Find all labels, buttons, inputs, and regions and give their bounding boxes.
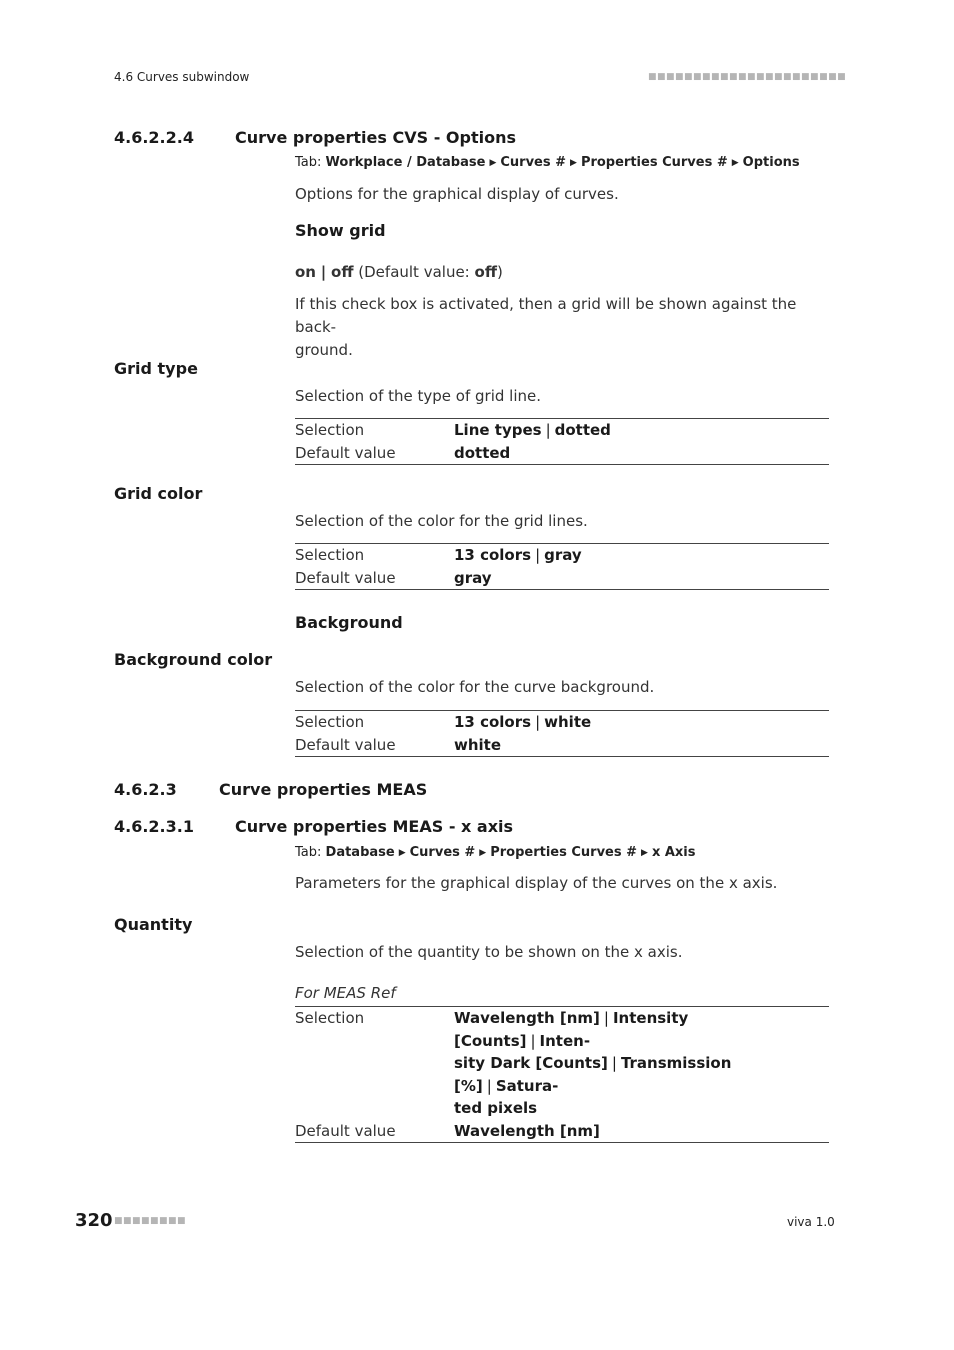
default-label: Default value xyxy=(295,735,396,754)
grid-type-description: Selection of the type of grid line. xyxy=(295,387,541,405)
table-row xyxy=(295,567,829,590)
selection-label: Selection xyxy=(295,546,365,564)
background-color-description: Selection of the color for the curve background. xyxy=(295,678,655,696)
quantity-table xyxy=(295,1006,829,1143)
show-grid-heading: Show grid xyxy=(295,221,386,240)
section-title: Curve properties CVS - Options xyxy=(235,128,517,147)
background-color-heading: Background color xyxy=(114,650,273,669)
tab-path-item: Properties Curves # xyxy=(490,845,638,860)
triangle-right-icon: ▶ xyxy=(479,848,487,858)
background-color-table xyxy=(295,710,829,757)
table-row xyxy=(295,442,829,465)
default-value: white xyxy=(454,735,502,754)
background-heading: Background xyxy=(295,613,403,632)
show-grid-description: If this check box is activated, then a grid will be shown against the back- ground. xyxy=(295,295,797,359)
show-grid-values xyxy=(295,261,829,284)
quantity-note: For MEAS Ref xyxy=(295,984,396,1002)
grid-color-description: Selection of the color for the grid lines. xyxy=(295,512,588,530)
selection-value: 13 colors | white xyxy=(454,713,592,731)
triangle-right-icon: ▶ xyxy=(489,158,497,168)
section-intro: Options for the graphical display of curves. xyxy=(295,185,619,203)
default-value: Wavelength [nm] xyxy=(454,1121,600,1140)
selection-value: Wavelength [nm] | Intensity [Counts] | Inten- sity Dark [Counts] | Transmission [%] | Satura- ted pixels xyxy=(454,1009,732,1117)
selection-value: Line types | dotted xyxy=(454,421,611,439)
default-label: Default value xyxy=(295,568,396,587)
default-label: Default value xyxy=(295,443,396,462)
grid-type-table xyxy=(295,418,829,465)
tab-prefix: Tab: xyxy=(295,155,322,170)
default-suffix: ) xyxy=(496,263,503,281)
default-label: Default value xyxy=(295,1121,396,1140)
section-intro: Parameters for the graphical display of the curves on the x axis. xyxy=(295,874,778,892)
triangle-right-icon: ▶ xyxy=(731,158,739,168)
table-row xyxy=(295,734,829,757)
default-value: gray xyxy=(454,568,492,587)
section-title: Curve properties MEAS xyxy=(219,780,428,799)
triangle-right-icon: ▶ xyxy=(398,848,406,858)
running-header-section: 4.6 Curves subwindow xyxy=(114,70,250,84)
table-row xyxy=(295,1007,829,1120)
page-number: 320 xyxy=(75,1210,113,1231)
header-dots: ■■■■■■■■■■■■■■■■■■■■■■ xyxy=(648,72,847,82)
grid-type-heading: Grid type xyxy=(114,359,198,378)
tab-path-item: Database xyxy=(325,845,395,860)
table-row xyxy=(295,711,829,734)
product-name: viva 1.0 xyxy=(787,1215,835,1229)
selection-label: Selection xyxy=(295,1009,365,1027)
default-prefix: (Default value: xyxy=(358,263,475,281)
grid-color-table xyxy=(295,543,829,590)
quantity-heading: Quantity xyxy=(114,915,193,934)
footer-dots: ■■■■■■■■ xyxy=(114,1216,187,1226)
table-row xyxy=(295,419,829,442)
section-number: 4.6.2.3 xyxy=(114,780,177,799)
value-off: off xyxy=(331,263,354,281)
tab-path xyxy=(295,845,696,860)
table-row xyxy=(295,1120,829,1143)
tab-prefix: Tab: xyxy=(295,845,322,860)
tab-path-item: Workplace / Database xyxy=(325,155,486,170)
quantity-description: Selection of the quantity to be shown on the x axis. xyxy=(295,943,683,961)
selection-label: Selection xyxy=(295,421,365,439)
triangle-right-icon: ▶ xyxy=(641,848,648,858)
value-on: on xyxy=(295,263,316,281)
default-value: dotted xyxy=(454,443,511,462)
tab-path-item: Curves # xyxy=(409,845,476,860)
section-number: 4.6.2.2.4 xyxy=(114,128,194,147)
table-row xyxy=(295,544,829,567)
section-title: Curve properties MEAS - x axis xyxy=(235,817,514,836)
triangle-right-icon: ▶ xyxy=(570,158,577,168)
default-value: off xyxy=(474,263,497,281)
selection-label: Selection xyxy=(295,713,365,731)
value-separator: | xyxy=(320,263,327,281)
tab-path xyxy=(295,155,800,170)
tab-path-item: Properties Curves # xyxy=(580,155,728,170)
tab-path-item: Curves # xyxy=(500,155,567,170)
selection-value: 13 colors | gray xyxy=(454,546,582,564)
tab-path-item: Options xyxy=(742,155,800,170)
tab-path-item: x Axis xyxy=(651,845,696,860)
grid-color-heading: Grid color xyxy=(114,484,203,503)
section-number: 4.6.2.3.1 xyxy=(114,817,194,836)
